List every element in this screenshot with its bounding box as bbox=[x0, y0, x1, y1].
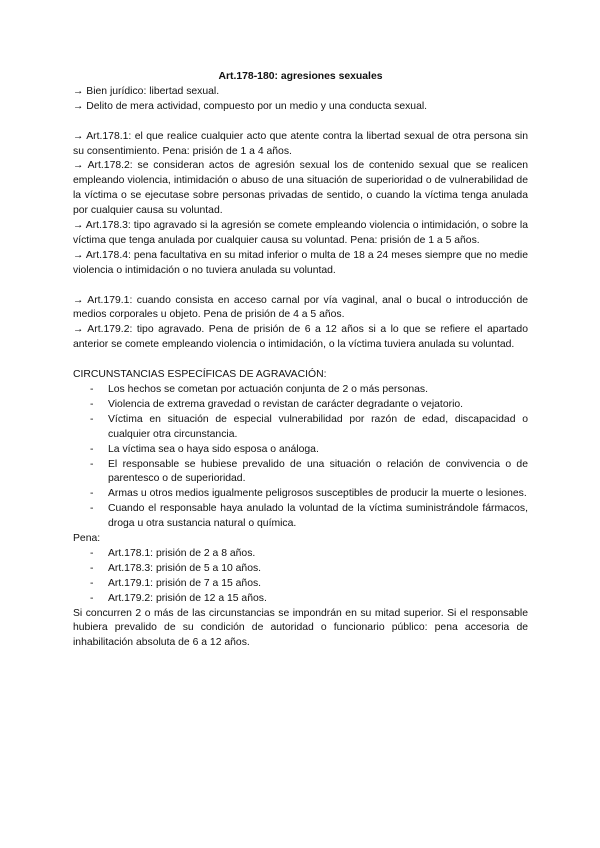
spacer bbox=[73, 115, 528, 130]
list-item: - Cuando el responsable haya anulado la voluntad de la víctima suministrándole fármacos, droga u otra sustancia natural o química. bbox=[73, 502, 528, 532]
article-paragraph: → Art.178.2: se consideran actos de agresión sexual los de contenido sexual que se realicen empleando violencia, intimidación o abuso de una situación de superioridad o de vulnerabilidad de la víctima o se ejecutase sobre personas privadas de sentido, o cuando la víctima tenga anulada por cualquier causa su voluntad. bbox=[73, 160, 528, 217]
article-paragraph: → Art.178.4: pena facultativa en su mitad inferior o multa de 18 a 24 meses siempre que no medie violencia o intimidación o no tuviera anulada su voluntad. bbox=[73, 249, 528, 276]
penalties-heading: Pena: bbox=[73, 533, 101, 545]
document-body bbox=[73, 70, 528, 651]
list-item: - La víctima sea o haya sido esposa o análoga. bbox=[73, 443, 528, 458]
article-paragraph: → Art.179.2: tipo agravado. Pena de prisión de 6 a 12 años si a lo que se refiere el apartado anterior se comete empleando violencia o intimidación, o la víctima tuviera anulada su voluntad. bbox=[73, 324, 528, 351]
list-item: - Armas u otros medios igualmente peligrosos susceptibles de producir la muerte o lesiones. bbox=[73, 487, 528, 502]
list-item: - Los hechos se cometan por actuación conjunta de 2 o más personas. bbox=[73, 383, 528, 398]
intro-line: → Bien jurídico: libertad sexual. bbox=[73, 85, 220, 97]
article-paragraph: → Art.178.3: tipo agravado si la agresión se comete empleando violencia o intimidación, o sobre la víctima que tenga anulada por cualquier causa su voluntad. Pena: prisión de 1 a 5 años. bbox=[73, 220, 528, 246]
intro-line: → Delito de mera actividad, compuesto por un medio y una conducta sexual. bbox=[73, 100, 428, 112]
spacer bbox=[73, 279, 528, 294]
circumstances-list bbox=[73, 383, 528, 532]
list-item: - Art.179.1: prisión de 7 a 15 años. bbox=[73, 577, 528, 592]
spacer bbox=[73, 353, 528, 368]
circumstances-heading: CIRCUNSTANCIAS ESPECÍFICAS DE AGRAVACIÓN: bbox=[73, 369, 327, 381]
article-paragraph: → Art.178.1: el que realice cualquier acto que atente contra la libertad sexual de otra persona sin su consentimiento. Pena: prisión de 1 a 4 años. bbox=[73, 130, 528, 157]
document-title: Art.178-180: agresiones sexuales bbox=[218, 71, 383, 82]
closing-paragraph: Si concurren 2 o más de las circunstancias se impondrán en su mitad superior. Si el responsable hubiera prevalido de su condición de autoridad o funcionario público: pena accesoria de inhabilitación absoluta de 6 a 12 años. bbox=[73, 607, 528, 649]
list-item: - El responsable se hubiese prevalido de una situación o relación de convivencia o de parentesco o de superioridad. bbox=[73, 458, 528, 488]
list-item: - Art.178.3: prisión de 5 a 10 años. bbox=[73, 562, 528, 577]
article-paragraph: → Art.179.1: cuando consista en acceso carnal por vía vaginal, anal o bucal o introducción de medios corporales u objeto. Pena de prisión de 4 a 5 años. bbox=[73, 294, 528, 321]
list-item: - Art.178.1: prisión de 2 a 8 años. bbox=[73, 547, 528, 562]
list-item: - Víctima en situación de especial vulnerabilidad por razón de edad, discapacidad o cualquier otra circunstancia. bbox=[73, 413, 528, 443]
list-item: - Art.179.2: prisión de 12 a 15 años. bbox=[73, 592, 528, 607]
penalties-list bbox=[73, 547, 528, 607]
list-item: - Violencia de extrema gravedad o revistan de carácter degradante o vejatorio. bbox=[73, 398, 528, 413]
